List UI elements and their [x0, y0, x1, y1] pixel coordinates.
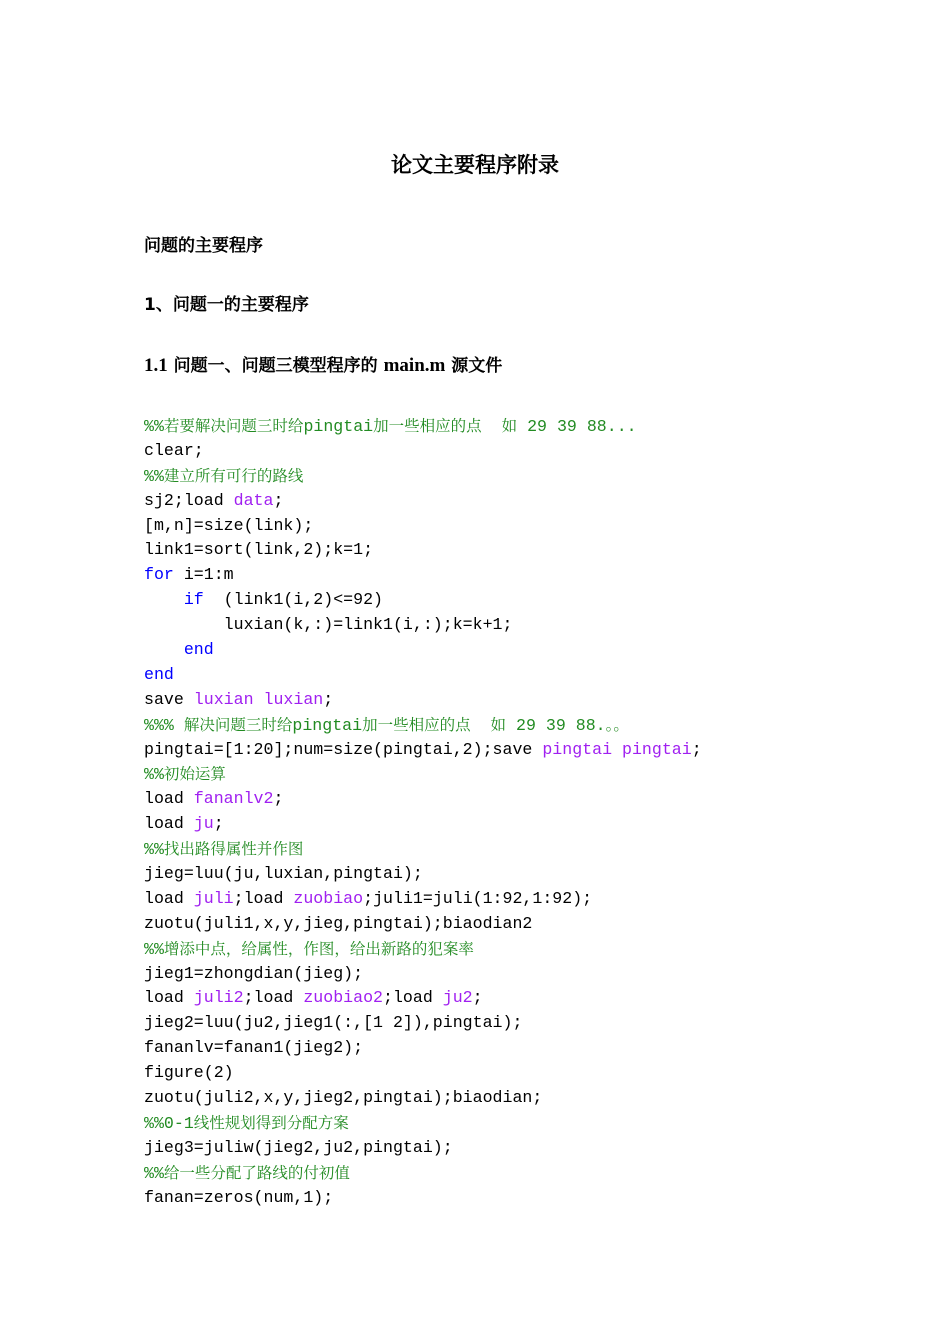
code-comment: %%若要解决问题三时给pingtai加一些相应的点 如 29 39 88...	[144, 417, 637, 436]
code-text: (link1(i,2)<=92)	[203, 590, 384, 610]
code-string: luxian	[193, 689, 254, 709]
code-line	[144, 538, 702, 563]
code-line	[144, 613, 702, 638]
code-text: pingtai=[1:20];num=size(pingtai,2);save	[144, 739, 543, 759]
code-text: zuotu(juli2,x,y,jieg2,pingtai);biaodian;	[144, 1088, 543, 1108]
section-heading: 问题的主要程序	[144, 236, 263, 256]
subsubsection-text-before: 问题一、问题三模型程序的	[167, 356, 384, 376]
code-line	[144, 514, 702, 539]
code-string: ju2	[442, 988, 473, 1008]
code-comment: %%初始运算	[144, 765, 226, 785]
code-text: ;	[472, 988, 483, 1008]
code-text	[144, 590, 184, 609]
code-comment: %%建立所有可行的路线	[144, 466, 304, 486]
code-keyword: end	[183, 640, 214, 660]
code-text: ;	[323, 689, 334, 709]
code-string: data	[233, 490, 274, 510]
code-text: ;	[691, 739, 702, 759]
code-line	[144, 812, 702, 837]
code-line	[144, 638, 702, 663]
code-line	[144, 962, 702, 987]
code-text: ;load	[383, 988, 443, 1008]
code-string: zuobiao2	[303, 988, 384, 1008]
code-text: luxian(k,:)=link1(i,:);k=k+1;	[144, 615, 513, 635]
code-string: fananlv2	[193, 789, 274, 809]
code-text: load	[144, 988, 194, 1008]
code-line	[144, 738, 702, 763]
code-text: sj2;load	[144, 490, 234, 510]
code-line	[144, 439, 702, 464]
code-string: juli	[193, 888, 234, 908]
subsubsection-text-after: 源文件	[445, 356, 503, 376]
code-line	[144, 1111, 702, 1136]
code-text: clear;	[144, 440, 204, 460]
code-text	[612, 740, 622, 759]
code-line	[144, 862, 702, 887]
subsubsection-heading	[144, 354, 502, 378]
code-line	[144, 837, 702, 862]
code-line	[144, 663, 702, 688]
code-line	[144, 588, 702, 613]
code-line	[144, 887, 702, 912]
code-text: ;juli1=juli(1:92,1:92);	[363, 888, 593, 908]
code-text: save	[144, 689, 194, 709]
code-text: ;load	[243, 988, 304, 1008]
code-string: zuobiao	[293, 888, 364, 908]
code-line	[144, 464, 702, 489]
code-text: [m,n]=size(link);	[144, 515, 314, 535]
code-string: ju	[193, 814, 214, 834]
code-line	[144, 688, 702, 713]
code-text: jieg2=luu(ju2,jieg1(:,[1 2]),pingtai);	[144, 1013, 523, 1033]
code-keyword: for	[144, 565, 174, 585]
code-line	[144, 937, 702, 962]
code-text: ;	[273, 789, 284, 809]
code-string: pingtai	[622, 739, 692, 759]
code-text: i=1:m	[173, 565, 234, 585]
code-text	[144, 640, 184, 659]
code-line	[144, 1086, 702, 1111]
code-text: zuotu(juli1,x,y,jieg,pingtai);biaodian2	[144, 913, 533, 933]
code-line	[144, 787, 702, 812]
code-line	[144, 563, 702, 588]
code-comment: %%增添中点，给属性，作图，给出新路的犯案率	[144, 939, 474, 959]
code-text: fanan=zeros(num,1);	[144, 1187, 334, 1207]
code-keyword: end	[144, 664, 174, 684]
document-title: 论文主要程序附录	[391, 153, 559, 177]
code-comment: %%给一些分配了路线的付初值	[144, 1163, 350, 1183]
code-string: luxian	[263, 689, 324, 709]
code-text: jieg1=zhongdian(jieg);	[144, 963, 364, 983]
code-comment: %%0-1线性规划得到分配方案	[144, 1113, 349, 1133]
code-text: figure(2)	[144, 1063, 234, 1083]
code-text	[254, 690, 264, 709]
code-line	[144, 1161, 702, 1186]
code-keyword: if	[183, 590, 204, 610]
code-text: ;	[213, 814, 224, 834]
code-line	[144, 1061, 702, 1086]
code-line	[144, 1186, 702, 1211]
code-comment: %%% 解决问题三时给pingtai加一些相应的点 如 29 39 88.。。	[144, 715, 629, 735]
code-text: jieg=luu(ju,luxian,pingtai);	[144, 864, 423, 884]
code-line	[144, 912, 702, 937]
code-line	[144, 1136, 702, 1161]
code-text: ;load	[233, 888, 294, 908]
code-comment: %%找出路得属性并作图	[144, 840, 304, 860]
code-text: jieg3=juliw(jieg2,ju2,pingtai);	[144, 1137, 453, 1157]
subsection-heading: 1、问题一的主要程序	[144, 295, 309, 315]
subsubsection-number: 1.1	[144, 355, 168, 376]
code-line	[144, 1011, 702, 1036]
code-line	[144, 762, 702, 787]
code-text: fananlv=fanan1(jieg2);	[144, 1038, 364, 1058]
code-string: pingtai	[542, 739, 613, 759]
code-line	[144, 1036, 702, 1061]
code-text: link1=sort(link,2);k=1;	[144, 540, 374, 560]
code-text: load	[144, 888, 194, 908]
code-string: juli2	[193, 988, 244, 1008]
code-line	[144, 414, 702, 439]
code-line	[144, 489, 702, 514]
subsubsection-filename: main.m	[383, 355, 446, 376]
code-text: load	[144, 814, 194, 834]
code-line	[144, 713, 702, 738]
code-line	[144, 986, 702, 1011]
code-listing	[144, 414, 702, 1211]
code-text: ;	[273, 490, 284, 510]
code-text: load	[144, 789, 194, 809]
